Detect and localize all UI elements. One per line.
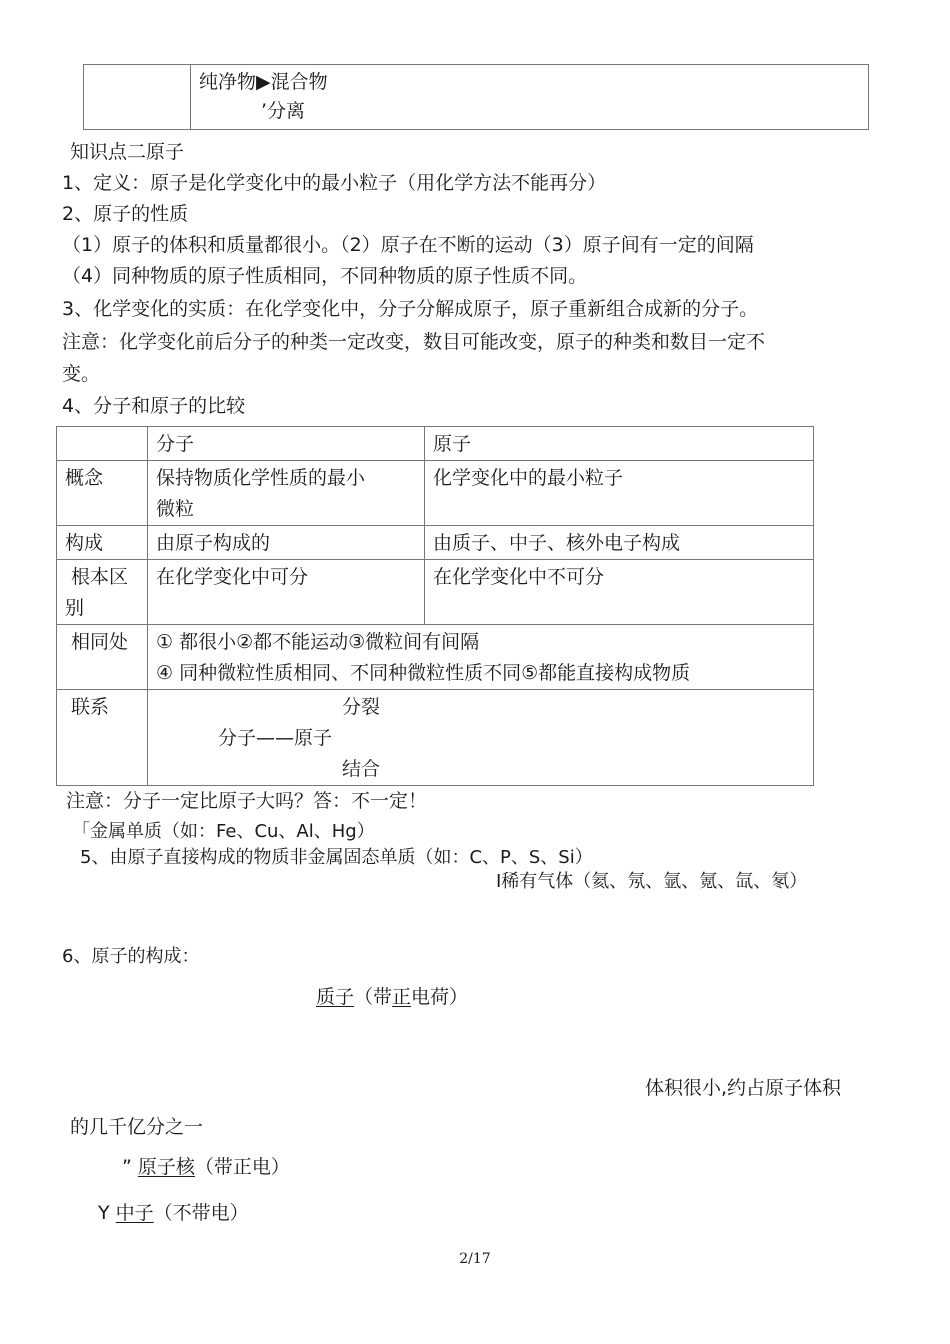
- similarity-line1: ① 都很小②都不能运动③微粒间有间隔: [156, 631, 480, 653]
- definition-line: 1、定义：原子是化学变化中的最小粒子（用化学方法不能再分）: [62, 172, 607, 194]
- essence-line: 3、化学变化的实质：在化学变化中，分子分解成原子，原子重新组合成新的分子。: [62, 298, 759, 320]
- relation-split: 分裂: [342, 696, 381, 718]
- nucleus-charge: （带正电）: [194, 1156, 290, 1178]
- nucleus-word: 原子核: [137, 1156, 195, 1178]
- comparison-table: [56, 426, 814, 786]
- header-molecule: 分子: [148, 427, 425, 461]
- concept-molecule-line1: 保持物质化学性质的最小: [156, 467, 366, 489]
- size-note: 注意：分子一定比原子大吗？答：不一定！: [66, 790, 428, 812]
- table-row: [57, 625, 814, 690]
- relation-label: 联系: [57, 690, 148, 786]
- direct-metal: 「金属单质（如：Fe、Cu、Al、Hg）: [72, 821, 375, 842]
- direct-noble-gas: I稀有气体（氦、氖、氩、氪、氙、氡）: [496, 871, 808, 892]
- note-line-2: 变。: [62, 363, 101, 385]
- difference-label-line1: 根本区: [71, 566, 129, 588]
- similarity-content: [148, 625, 814, 690]
- note-line-1: 注意：化学变化前后分子的种类一定改变，数目可能改变，原子的种类和数目一定不: [62, 331, 766, 353]
- header-empty-cell: [57, 427, 148, 461]
- neutron-line: [98, 1201, 249, 1225]
- property-line-2: （4）同种物质的原子性质相同，不同种物质的原子性质不同。: [62, 265, 588, 287]
- structure-title: 6、原子的构成：: [62, 946, 200, 967]
- volume-note: 体积很小,约占原子体积: [645, 1077, 842, 1099]
- composition-molecule: 由原子构成的: [148, 526, 425, 560]
- neutron-charge: （不带电）: [153, 1202, 249, 1224]
- knowledge-point-heading: 知识点二原子: [70, 141, 185, 163]
- compare-title: 4、分子和原子的比较: [62, 395, 246, 417]
- volume-note-cont: 的几千亿分之一: [70, 1116, 204, 1138]
- relation-middle: 分子——原子: [218, 727, 333, 749]
- similarity-label: 相同处: [57, 625, 148, 690]
- concept-atom: 化学变化中的最小粒子: [425, 461, 814, 526]
- proton-line: [316, 985, 468, 1009]
- concept-molecule-line2: 微粒: [156, 498, 195, 520]
- difference-molecule: 在化学变化中可分: [148, 560, 425, 625]
- top-table-empty-cell: [84, 65, 191, 130]
- nucleus-mark: ”: [122, 1156, 132, 1178]
- proton-word: 质子: [316, 986, 355, 1008]
- relation-content: [148, 690, 814, 786]
- concept-molecule: [148, 461, 425, 526]
- neutron-word: 中子: [115, 1202, 154, 1224]
- difference-label: [57, 560, 148, 625]
- table-row: [57, 427, 814, 461]
- property-title: 2、原子的性质: [62, 203, 189, 225]
- top-table: [83, 64, 869, 130]
- top-table-line1: 纯净物▶混合物: [199, 71, 328, 93]
- proton-charge-close: 电荷）: [411, 986, 469, 1008]
- proton-charge-open: （带: [354, 986, 393, 1008]
- composition-atom: 由质子、中子、核外电子构成: [425, 526, 814, 560]
- table-row: [57, 461, 814, 526]
- table-row: [57, 560, 814, 625]
- property-line-1: （1）原子的体积和质量都很小。（2）原子在不断的运动（3）原子间有一定的间隔: [62, 234, 754, 256]
- concept-label: 概念: [57, 461, 148, 526]
- top-table-line2: ’分离: [261, 100, 306, 122]
- neutron-mark: Y: [98, 1202, 110, 1224]
- table-row: [57, 526, 814, 560]
- direct-nonmetal: 5、由原子直接构成的物质非金属固态单质（如：C、P、S、Si）: [80, 847, 593, 868]
- difference-atom: 在化学变化中不可分: [425, 560, 814, 625]
- proton-positive: 正: [392, 986, 412, 1008]
- top-table-content-cell: [191, 65, 869, 130]
- relation-combine: 结合: [342, 758, 381, 780]
- similarity-line2: ④ 同种微粒性质相同、不同种微粒性质不同⑤都能直接构成物质: [156, 662, 691, 684]
- header-atom: 原子: [425, 427, 814, 461]
- difference-label-line2: 别: [65, 597, 85, 619]
- table-row: [57, 690, 814, 786]
- nucleus-line: [122, 1155, 290, 1179]
- page-number: 2/17: [459, 1251, 491, 1267]
- composition-label: 构成: [57, 526, 148, 560]
